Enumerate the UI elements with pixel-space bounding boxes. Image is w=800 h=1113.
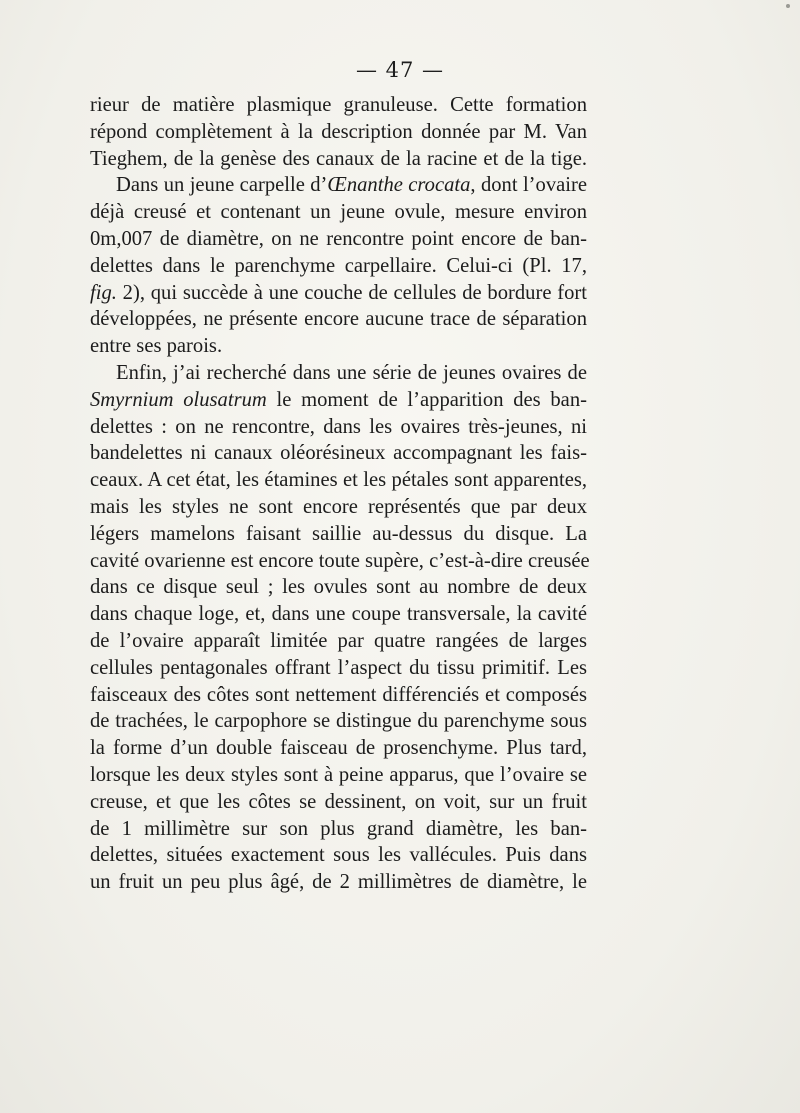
text-line (90, 842, 587, 869)
text-line (90, 762, 587, 789)
text-segment: faisceaux des côtes sont nettement différenciés et composés (90, 683, 587, 706)
text-line (90, 628, 587, 655)
text-line (90, 199, 587, 226)
text-segment: le moment de l’apparition des ban- (266, 388, 587, 411)
text-line (90, 548, 590, 575)
text-segment: dans chaque loge, et, dans une coupe transversale, la cavité (90, 603, 587, 626)
text-line (90, 869, 587, 896)
text-line (90, 92, 587, 119)
text-segment: de l’ovaire apparaît limitée par quatre rangées de larges (90, 629, 587, 652)
text-line (90, 601, 587, 628)
text-line (90, 333, 587, 360)
text-segment: de 1 millimètre sur son plus grand diamètre, les ban- (90, 817, 587, 840)
text-line (90, 360, 587, 387)
text-segment: entre ses parois. (90, 335, 223, 358)
text-line (90, 816, 587, 843)
text-line (90, 226, 587, 253)
text-segment: de trachées, le carpophore se distingue du parenchyme sous (90, 710, 587, 733)
text-segment: répond complètement à la description donnée par M. Van (90, 120, 587, 143)
text-segment: la forme d’un double faisceau de prosenchyme. Plus tard, (90, 737, 587, 760)
text-segment: mais les styles ne sont encore représentés que par deux (90, 495, 587, 518)
text-segment: cellules pentagonales offrant l’aspect du tissu primitif. Les (90, 656, 587, 679)
text-segment: delettes, situées exactement sous les vallécules. Puis dans (90, 844, 587, 867)
text-segment: ceaux. A cet état, les étamines et les pétales sont apparentes, (90, 469, 587, 492)
text-line (90, 494, 587, 521)
text-segment: légers mamelons faisant saillie au-dessus du disque. La (90, 522, 587, 545)
text-line (90, 146, 587, 173)
text-segment: lorsque les deux styles sont à peine apparus, que l’ovaire se (90, 763, 587, 786)
text-line (90, 467, 587, 494)
text-line (90, 440, 587, 467)
text-segment: , dont l’ovaire (470, 174, 587, 197)
italic-text: Smyrnium olusatrum (90, 388, 267, 411)
text-line (90, 655, 587, 682)
page-number: — 47 — (355, 58, 445, 82)
text-line (90, 306, 587, 333)
text-segment: cavité ovarienne est encore toute supère, c’est-à-dire creusée (90, 549, 590, 572)
text-segment: Tieghem, de la genèse des canaux de la racine et de la tige. (90, 147, 587, 170)
text-line (90, 119, 587, 146)
text-line (90, 387, 587, 414)
italic-text: Œnanthe crocata (327, 174, 471, 197)
text-segment: bandelettes ni canaux oléorésineux accompagnant les fais- (90, 442, 587, 465)
text-segment: creuse, et que les côtes se dessinent, on voit, sur un fruit (90, 790, 587, 813)
text-line (90, 414, 587, 441)
text-line (90, 280, 587, 307)
text-line (90, 521, 587, 548)
text-line (90, 574, 587, 601)
text-segment: 2), qui succède à une couche de cellules de bordure fort (116, 281, 587, 304)
text-line (90, 735, 587, 762)
italic-text: fig. (90, 281, 117, 304)
text-segment: Dans un jeune carpelle d’ (116, 174, 328, 197)
text-segment: développées, ne présente encore aucune trace de séparation (90, 308, 587, 331)
text-segment: un fruit un peu plus âgé, de 2 millimètres de diamètre, le (90, 871, 587, 894)
text-line (90, 172, 587, 199)
body-text (90, 92, 590, 896)
text-line (90, 253, 587, 280)
text-line (90, 789, 587, 816)
text-segment: 0m,007 de diamètre, on ne rencontre point encore de ban- (90, 227, 587, 250)
text-segment: Enfin, j’ai recherché dans une série de jeunes ovaires de (116, 361, 587, 384)
text-segment: rieur de matière plasmique granuleuse. Cette formation (90, 94, 587, 116)
text-line (90, 682, 587, 709)
text-segment: déjà creusé et contenant un jeune ovule, mesure environ (90, 201, 587, 224)
text-segment: delettes dans le parenchyme carpellaire. Celui-ci (Pl. 17, (90, 254, 587, 277)
text-line (90, 708, 587, 735)
text-segment: delettes : on ne rencontre, dans les ovaires très-jeunes, ni (90, 415, 587, 438)
speck (786, 4, 790, 8)
text-segment: dans ce disque seul ; les ovules sont au nombre de deux (90, 576, 587, 599)
